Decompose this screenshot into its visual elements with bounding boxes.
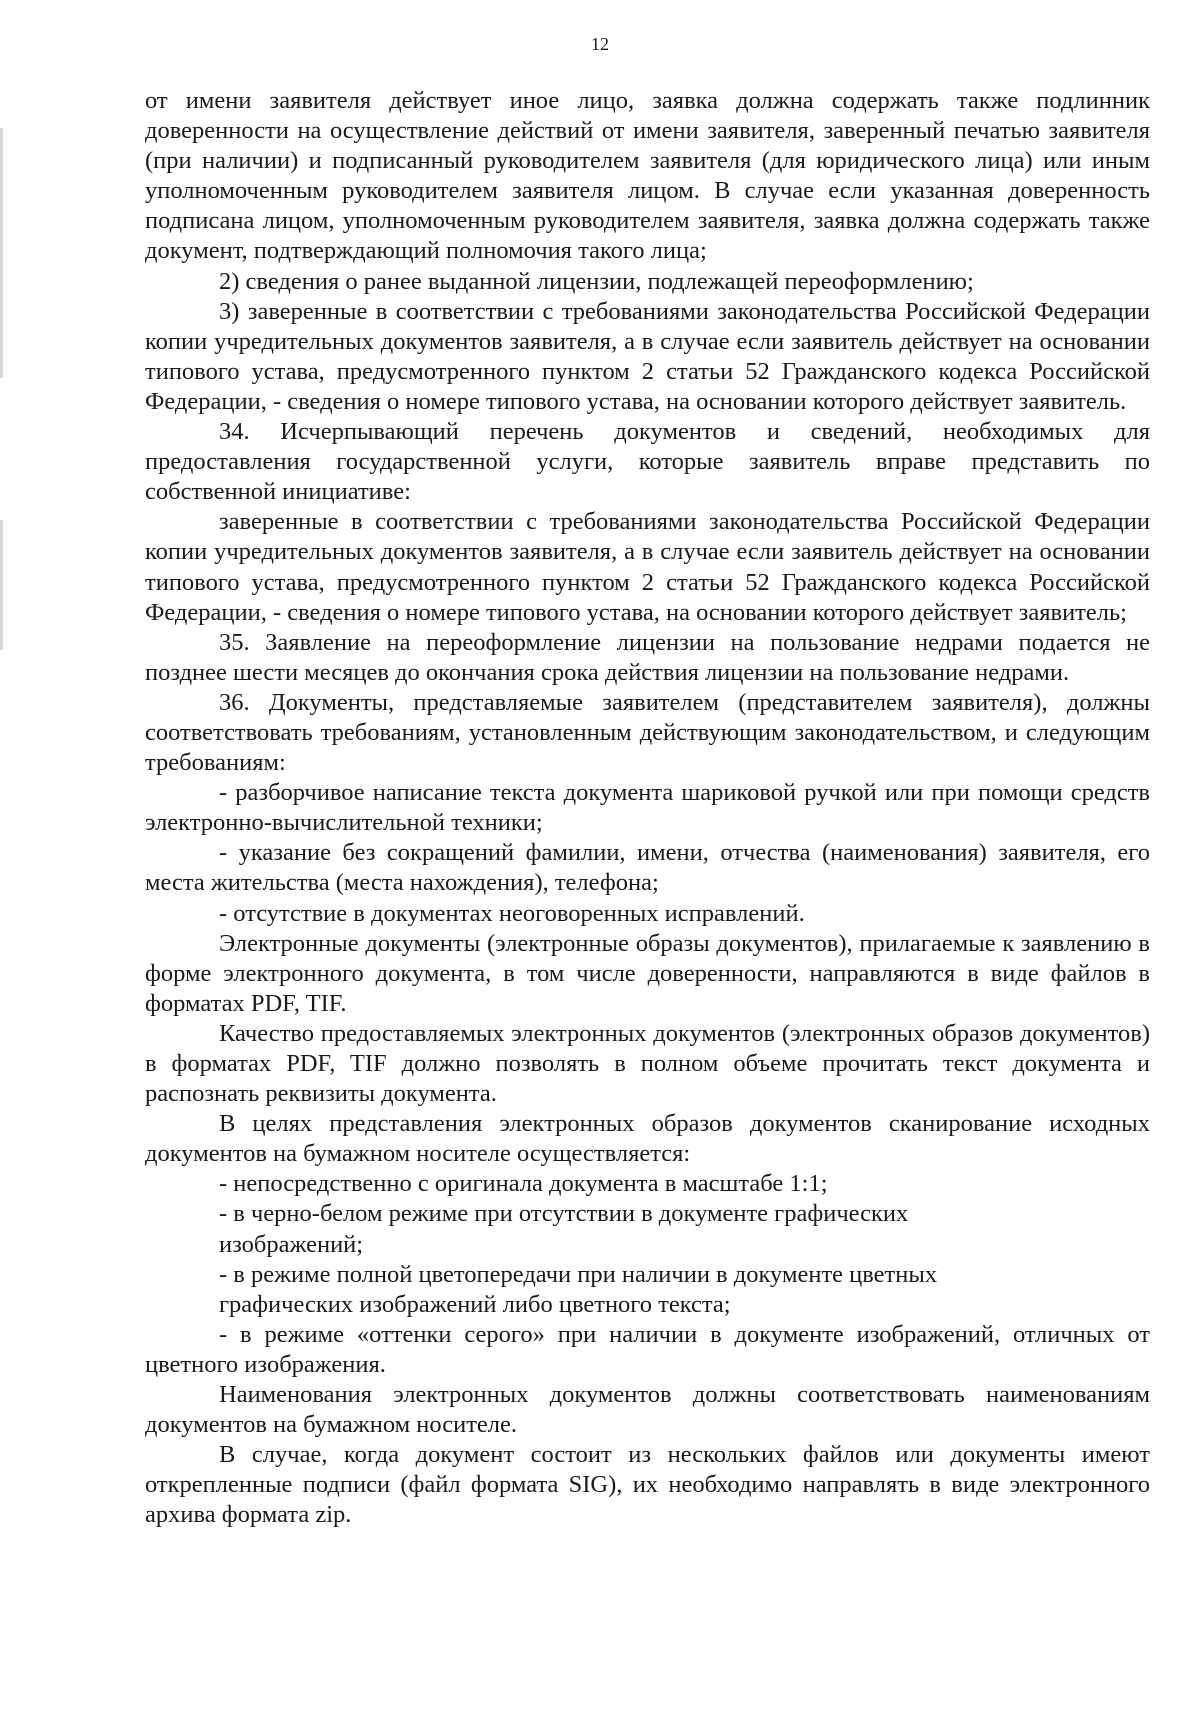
paragraph-line: изображений; <box>219 1230 364 1258</box>
scan-edge-mark <box>0 520 3 650</box>
scan-edge-mark <box>0 128 3 378</box>
paragraph: - указание без сокращений фамилии, имени, отчества (наименования) заявителя, его места жительства (места нахождения), телефона; <box>145 839 1150 897</box>
document-body <box>145 86 1150 1531</box>
paragraph: 35. Заявление на переоформление лицензии на пользование недрами подается не позднее шести месяцев до окончания срока действия лицензии на пользование недрами. <box>145 628 1150 686</box>
paragraph: В случае, когда документ состоит из нескольких файлов или документы имеют открепленные подписи (файл формата SIG), их необходимо направлять в виде электронного архива формата zip. <box>145 1441 1150 1529</box>
paragraph: - в режиме «оттенки серого» при наличии в документе изображений, отличных от цветного изображения. <box>145 1320 1150 1378</box>
paragraph: Наименования электронных документов должны соответствовать наименованиям документов на бумажном носителе. <box>145 1381 1150 1439</box>
paragraph: В целях представления электронных образов документов сканирование исходных документов на бумажном носителе осуществляется: <box>145 1110 1150 1168</box>
paragraph: - отсутствие в документах неоговоренных исправлений. <box>219 899 805 927</box>
paragraph <box>145 1260 1150 1320</box>
paragraph: - непосредственно с оригинала документа в масштабе 1:1; <box>219 1170 828 1198</box>
paragraph: 36. Документы, представляемые заявителем (представителем заявителя), должны соответствовать требованиям, установленным действующим законодательством, и следующим требованиям: <box>145 688 1150 777</box>
paragraph <box>145 1199 1150 1259</box>
page-number: 12 <box>591 34 609 54</box>
paragraph: заверенные в соответствии с требованиями законодательства Российской Федерации копии учредительных документов заявителя, а в случае если заявитель действует на основании типового устава, предусмотренного пунктом 2 статьи 52 Гражданского кодекса Российской Федерации, - сведения о номере типового устава, на основании которого действует заявитель; <box>145 508 1150 626</box>
paragraph: от имени заявителя действует иное лицо, заявка должна содержать также подлинник доверенности на осуществление действий от имени заявителя, заверенный печатью заявителя (при наличии) и подписанный руководителем заявителя (для юридического лица) или иным уполномоченным руководителем заявителя лицом. В случае если указанная доверенность подписана лицом, уполномоченным руководителем заявителя, заявка должна содержать также документ, подтверждающий полномочия такого лица; <box>145 87 1150 265</box>
paragraph: 2) сведения о ранее выданной лицензии, подлежащей переоформлению; <box>219 267 974 295</box>
paragraph-line: - в черно-белом режиме при отсутствии в документе графических <box>219 1200 909 1228</box>
paragraph: 34. Исчерпывающий перечень документов и сведений, необходимых для предоставления государственной услуги, которые заявитель вправе представить по собственной инициативе: <box>145 418 1150 506</box>
paragraph: Электронные документы (электронные образы документов), прилагаемые к заявлению в форме электронного документа, в том числе доверенности, направляются в виде файлов в форматах PDF, TIF. <box>145 929 1150 1017</box>
paragraph: Качество предоставляемых электронных документов (электронных образов документов) в форматах PDF, TIF должно позволять в полном объеме прочитать текст документа и распознать реквизиты документа. <box>145 1019 1150 1108</box>
paragraph: 3) заверенные в соответствии с требованиями законодательства Российской Федерации копии учредительных документов заявителя, а в случае если заявитель действует на основании типового устава, предусмотренного пунктом 2 статьи 52 Гражданского кодекса Российской Федерации, - сведения о номере типового устава, на основании которого действует заявитель. <box>145 297 1150 415</box>
paragraph-line: графических изображений либо цветного текста; <box>219 1290 731 1318</box>
paragraph-line: - в режиме полной цветопередачи при наличии в документе цветных <box>219 1260 938 1288</box>
paragraph: - разборчивое написание текста документа шариковой ручкой или при помощи средств электронно-вычислительной техники; <box>145 779 1150 837</box>
